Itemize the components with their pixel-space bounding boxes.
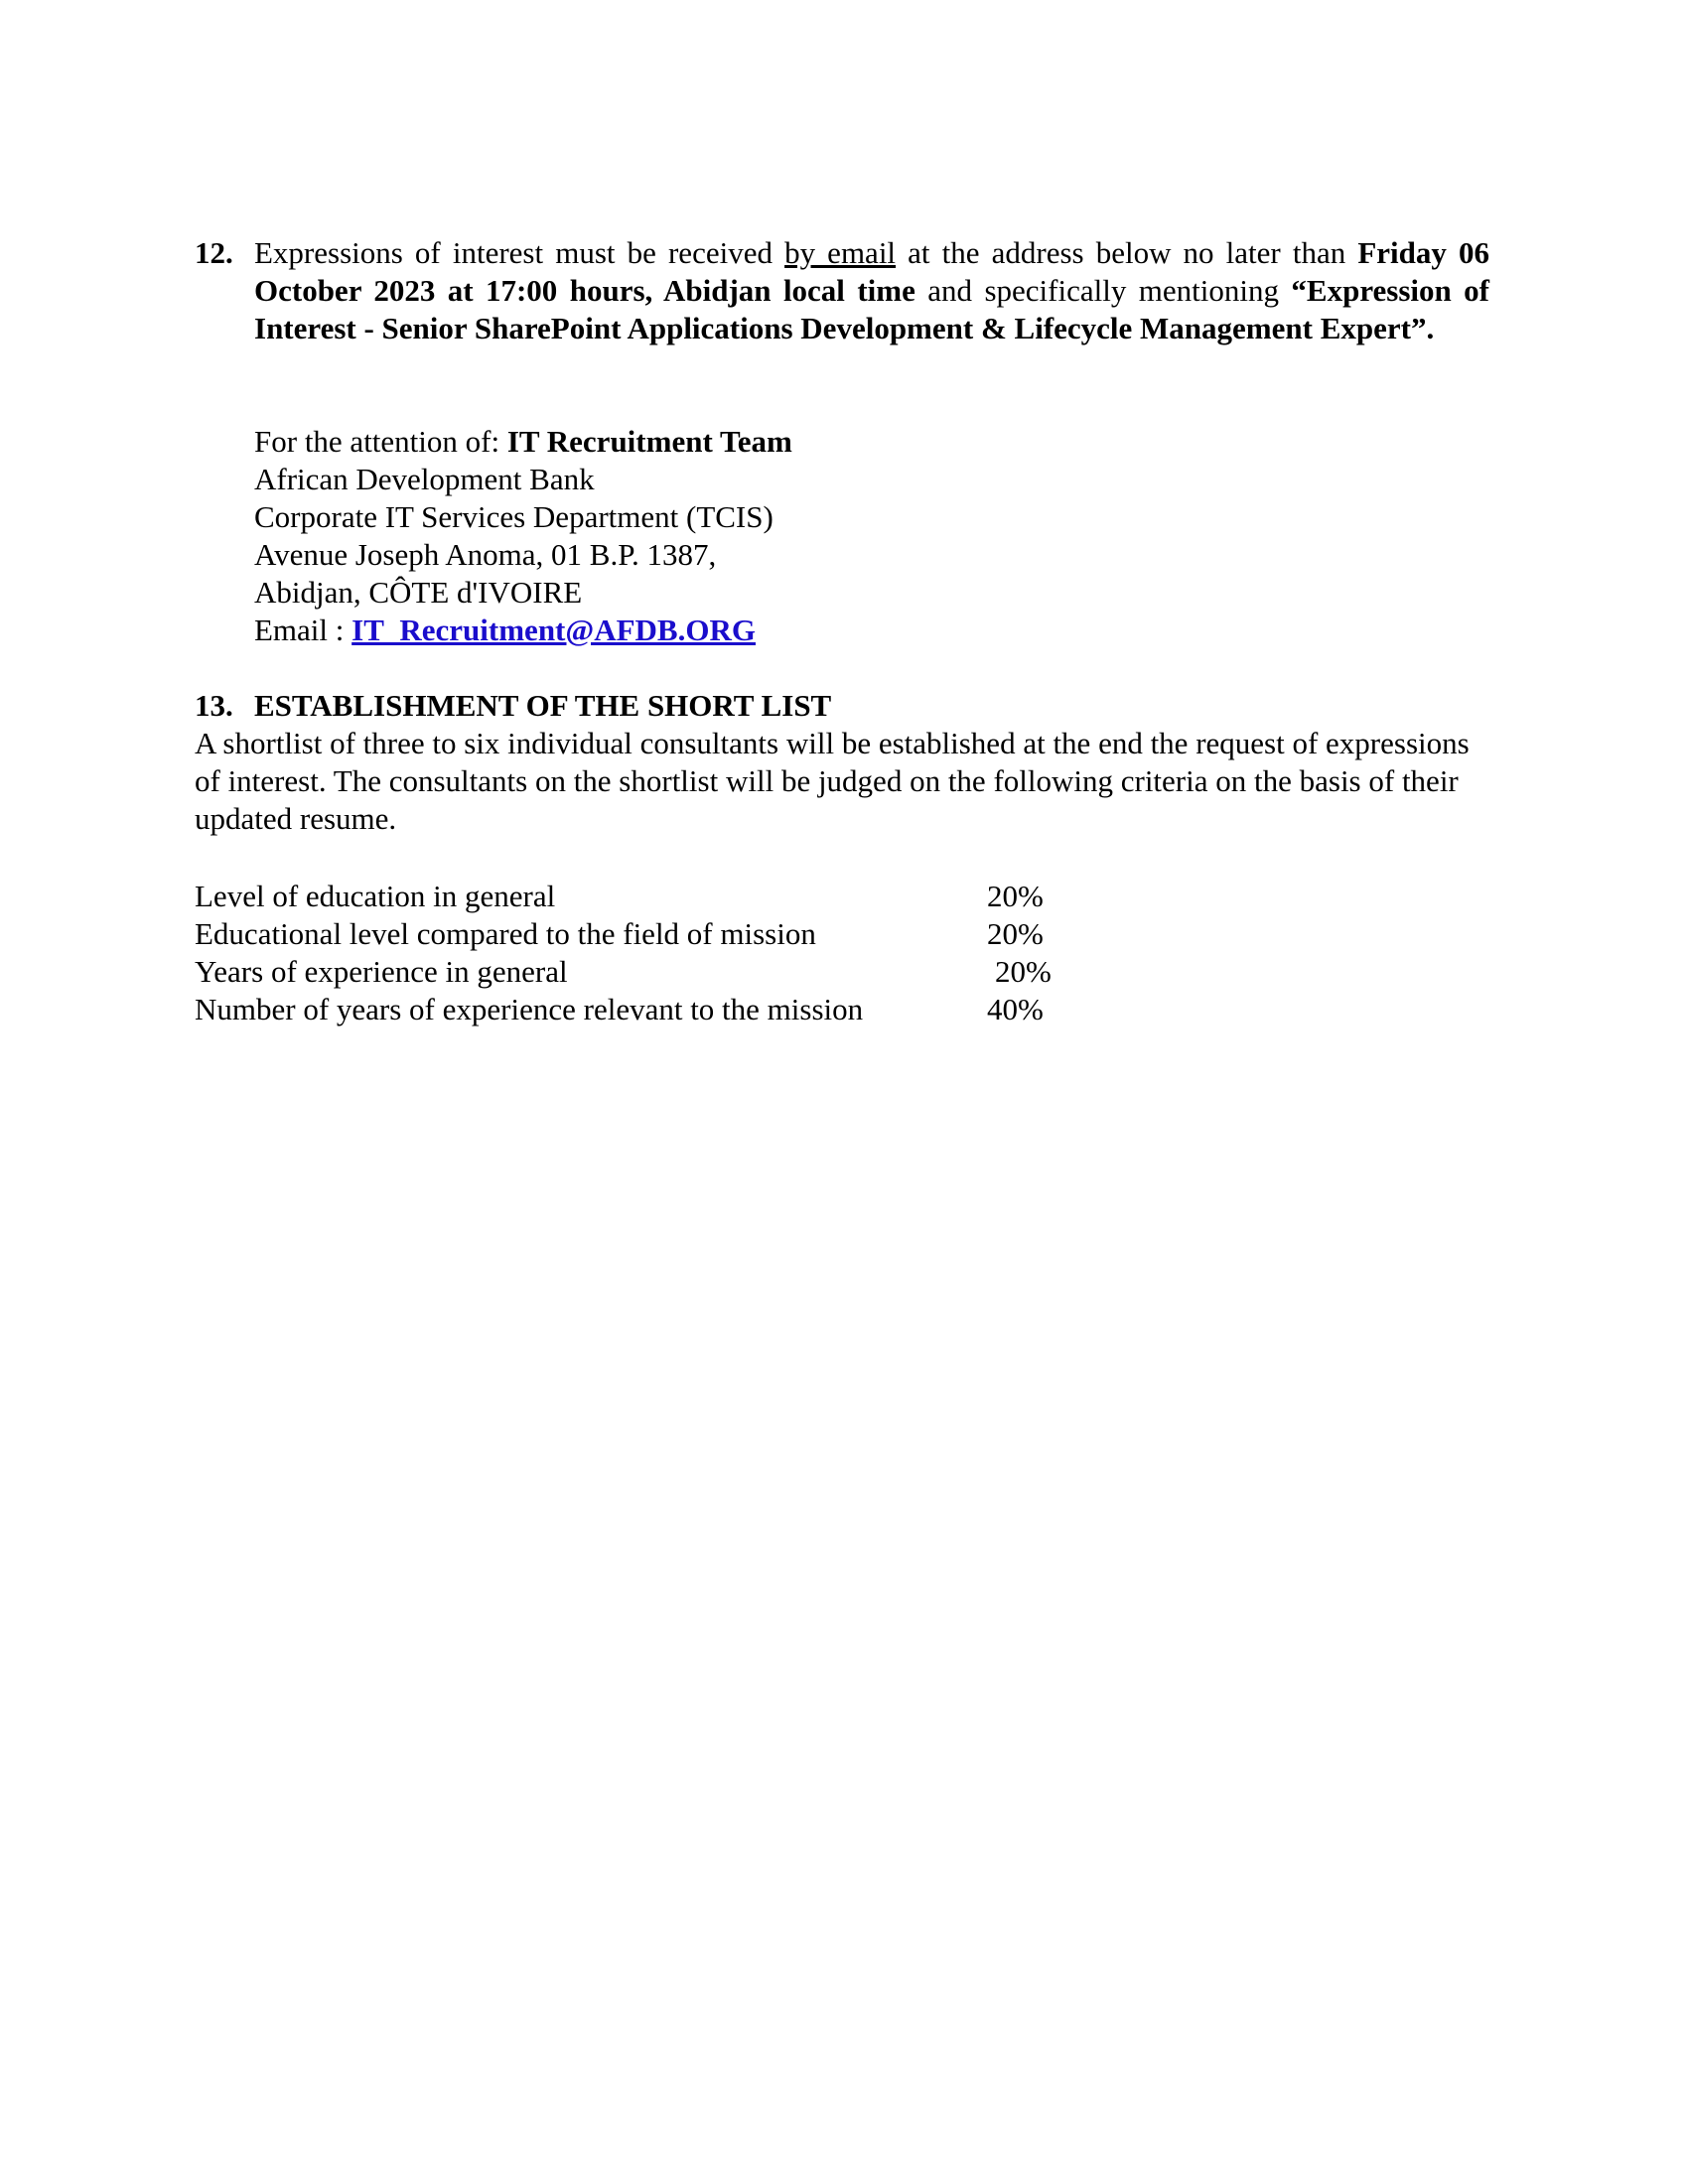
item-12-text-3: and specifically mentioning (914, 273, 1292, 308)
address-city: Abidjan, CÔTE d'IVOIRE (254, 575, 583, 610)
email-label: Email : (254, 613, 352, 647)
address-street: Avenue Joseph Anoma, 01 B.P. 1387, (254, 537, 717, 572)
attention-label: For the attention of: (254, 424, 507, 459)
criteria-label: Number of years of experience relevant to the mission (195, 992, 864, 1026)
section-13-paragraph: A shortlist of three to six individual consultants will be established at the end the request of expressions of interest. The consultants on the shortlist will be judged on the following criteria on the basis of their updated resume. (195, 726, 1470, 836)
item-12-by-email: by email (784, 235, 897, 270)
address-org: African Development Bank (254, 462, 595, 496)
item-12-text-1: Expressions of interest must be received (254, 235, 785, 270)
attention-line (254, 423, 792, 461)
item-12-number: 12. (195, 235, 233, 270)
address-block (254, 423, 792, 649)
criteria-label: Level of education in general (195, 879, 556, 913)
criteria-weight: 40% (987, 992, 1044, 1026)
section-13-number: 13. (195, 688, 233, 723)
item-12-text-2: at the address below no later than (896, 235, 1358, 270)
address-dept: Corporate IT Services Department (TCIS) (254, 499, 774, 534)
item-12-subject: “Expression of Interest - Senior SharePoint Applications Development & Lifecycle Management Expert”. (254, 273, 1490, 345)
attention-name: IT Recruitment Team (506, 424, 792, 459)
criteria-label: Years of experience in general (195, 954, 568, 989)
criteria-weight: 20% (987, 879, 1044, 913)
section-13-heading (195, 687, 831, 725)
email-line (254, 612, 792, 649)
criteria-weight: 20% (995, 954, 1052, 989)
email-link[interactable]: IT_Recruitment@AFDB.ORG (352, 613, 756, 647)
criteria-label: Educational level compared to the field of mission (195, 916, 816, 951)
item-12-text (254, 234, 1489, 347)
item-12-deadline: Friday 06 October 2023 at 17:00 hours, Abidjan local time (254, 235, 1489, 308)
criteria-weight: 20% (987, 916, 1044, 951)
section-13-title: ESTABLISHMENT OF THE SHORT LIST (254, 688, 832, 723)
